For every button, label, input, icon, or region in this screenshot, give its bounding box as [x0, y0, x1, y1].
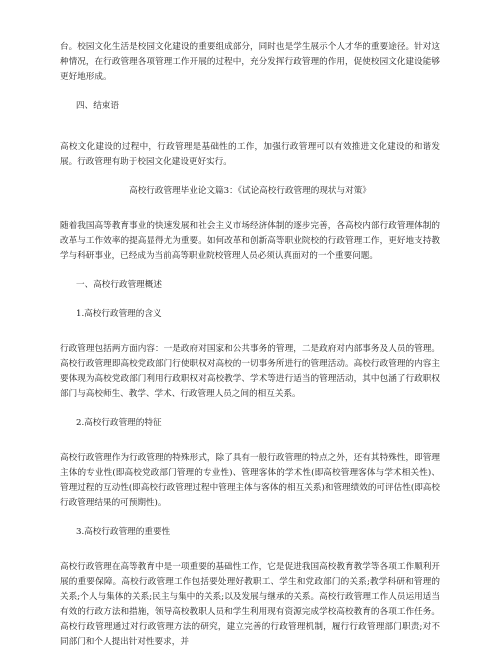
spacer	[60, 402, 440, 416]
spacer	[60, 85, 440, 99]
spacer	[60, 199, 440, 219]
conclusion-paragraph: 高校文化建设的过程中，行政管理是基础性的工作，加强行政管理可以有效推进文化建设的和谐发展。行政管理有助于校园文化建设更好实行。	[60, 142, 440, 167]
sub2-heading: 2.高校行政管理的特征	[76, 418, 162, 428]
intro-paragraph: 台。校园文化生活是校园文化建设的重要组成部分，同时也是学生展示个人才华的重要途径。针对这种情况，在行政管理各项管理工作开展的过程中，充分发挥行政管理的作用，促使校园文化建设能够更好地形成。	[60, 42, 440, 82]
spacer	[60, 170, 440, 184]
overview-heading: 一、高校行政管理概述	[76, 280, 162, 290]
section4-heading: 四、结束语	[76, 101, 119, 111]
sub1-heading: 1.高校行政管理的含义	[76, 309, 162, 319]
spacer	[60, 264, 440, 278]
sub3-heading: 3.高校行政管理的重要性	[76, 527, 171, 537]
spacer	[60, 431, 440, 451]
article3-title: 高校行政管理毕业论文篇3：《试论高校行政管理的现状与对策》	[129, 186, 371, 196]
spacer	[60, 511, 440, 525]
spacer	[60, 114, 440, 140]
spacer	[60, 322, 440, 342]
sub2-paragraph: 高校行政管理作为行政管理的特殊形式，除了具有一般行政管理的特点之外，还有其特殊性，即管理主体的专业性(即高校党政部门管理的专业性)、管理客体的学术性(即高校管理客体与学术相关性)、管理过程的互动性(即高校行政管理过程中管理主体与客体的相互关系)和管理绩效的可评估性(即高校行政管理结果的可预期性)。	[60, 453, 440, 508]
spacer	[60, 293, 440, 307]
sub3-paragraph: 高校行政管理在高等教育中是一项重要的基础性工作，它是促进我国高校教育教学等各项工作顺利开展的重要保障。高校行政管理工作包括要处理好教职工、学生和党政部门的关系;教学科研和管理的关系;个人与集体的关系;民主与集中的关系;以及发展与继承的关系。高校行政管理工作人员运用适当有效的行政方法和措施，领导高校教职人员和学生利用现有资源完成学校高校教育的各项工作任务。高校行政管理通过对行政管理方法的研究，建立完善的行政管理机制，履行行政管理部门职责;对不同部门和个人提出针对性要求，并	[60, 562, 440, 647]
spacer	[60, 540, 440, 560]
sub1-paragraph: 行政管理包括两方面内容：一是政府对国家和公共事务的管理，二是政府对内部事务及人员的管理。高校行政管理即高校党政部门行使职权对高校的一切事务所进行的管理活动。高校行政管理的内容主要体现为高校党政部门利用行政职权对高校教学、学术等进行适当的管理活动，其中包涵了行政职权部门与高校师生、教学、学术、行政管理人员之间的相互关系。	[60, 344, 440, 399]
article3-intro-paragraph: 随着我国高等教育事业的快速发展和社会主义市场经济体制的逐步完善，各高校内部行政管理体制的改革与工作效率的提高显得尤为重要。如何改革和创新高等职业院校的行政管理工作，更好地支持教学与科研事业，已经成为当前高等职业院校管理人员必须认真面对的一个重要问题。	[60, 221, 440, 261]
